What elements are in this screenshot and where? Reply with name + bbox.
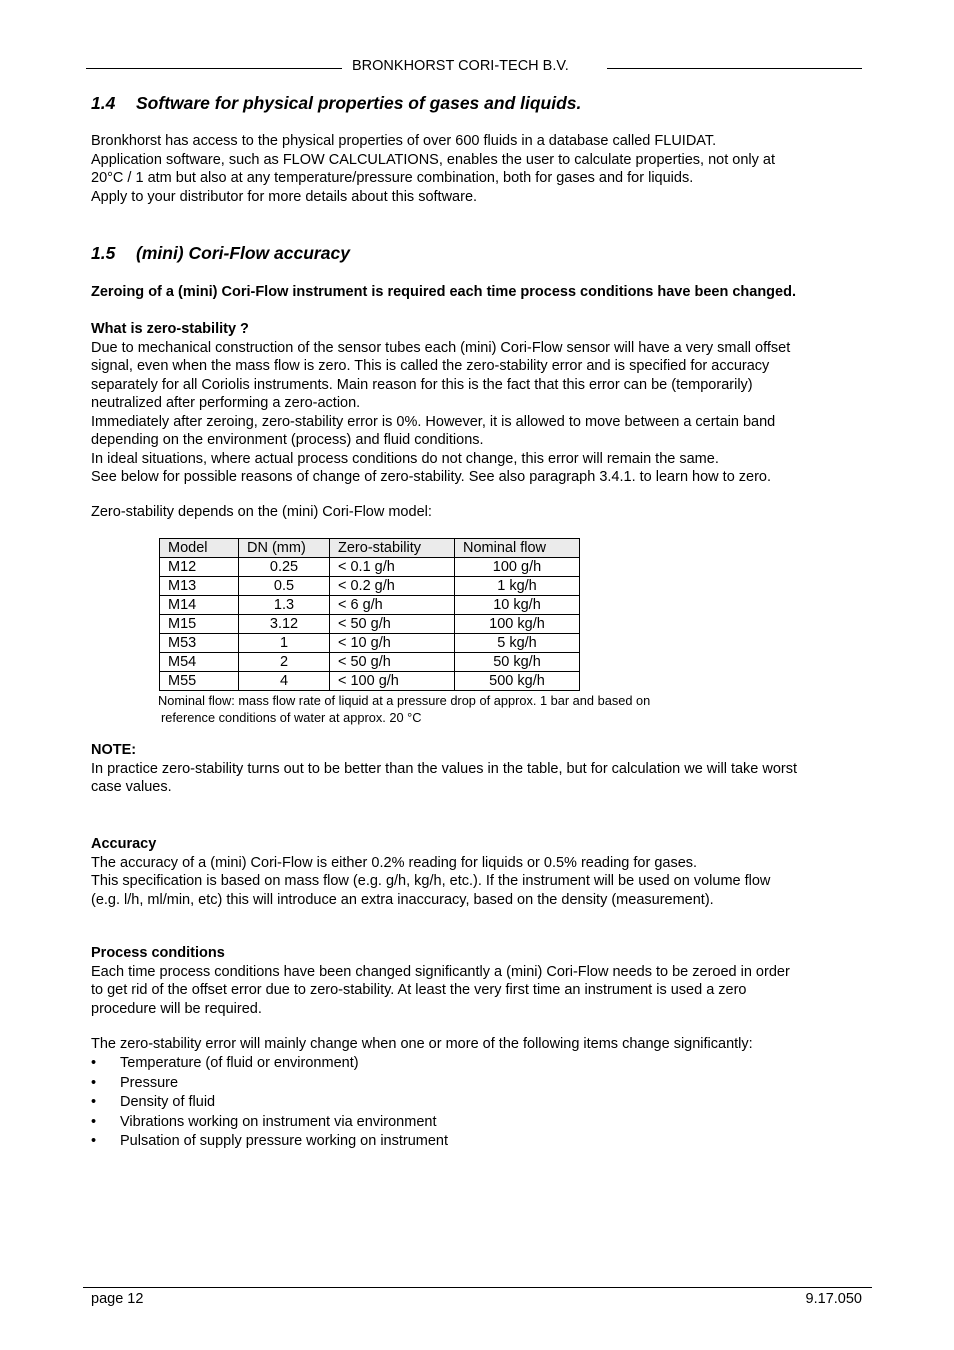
- list-item: • Temperature (of fluid or environment): [91, 1054, 881, 1074]
- table-cell: 10 kg/h: [455, 596, 580, 615]
- header-rule-left: [86, 68, 342, 69]
- table-header-row: [160, 539, 580, 558]
- table-cell: M54: [160, 653, 239, 672]
- process-conditions-heading: Process conditions: [91, 945, 225, 961]
- section-number: 1.4: [91, 93, 116, 113]
- table-cell: 100 kg/h: [455, 615, 580, 634]
- section-number: 1.5: [91, 243, 116, 263]
- paragraph-line: (e.g. l/h, ml/min, etc) this will introduce an extra inaccuracy, based on the density (measurement).: [91, 891, 714, 908]
- section-1-4-body: [91, 132, 881, 206]
- paragraph-line: signal, even when the mass flow is zero. This is called the zero-stability error and is specified for accuracy: [91, 358, 770, 374]
- paragraph-line: separately for all Coriolis instruments. Main reason for this is the fact that this error can be (temporarily): [91, 376, 753, 393]
- accuracy-heading: Accuracy: [91, 836, 157, 852]
- table-row: [160, 558, 580, 577]
- header-rule-right: [607, 68, 862, 69]
- zero-stability-heading: What is zero-stability ?: [91, 321, 249, 337]
- table-cell: 3.12: [239, 615, 330, 634]
- paragraph-line: 20°C / 1 atm but also at any temperature/pressure combination, both for gases and for liquids.: [91, 170, 694, 186]
- table-row: [160, 615, 580, 634]
- table-cell: M13: [160, 577, 239, 596]
- section-title: (mini) Cori-Flow accuracy: [136, 243, 350, 263]
- zeroing-notice: Zeroing of a (mini) Cori-Flow instrument is required each time process conditions have been changed.: [91, 284, 796, 300]
- change-items-intro: The zero-stability error will mainly change when one or more of the following items change significantly:: [91, 1036, 753, 1052]
- table-row: [160, 577, 580, 596]
- table-cell: < 50 g/h: [330, 653, 455, 672]
- table-cell: < 0.2 g/h: [330, 577, 455, 596]
- paragraph-line: procedure will be required.: [91, 1000, 262, 1017]
- note-block: [91, 741, 881, 797]
- table-row: [160, 596, 580, 615]
- table-row: [160, 653, 580, 672]
- paragraph-line: neutralized after performing a zero-action.: [91, 395, 361, 411]
- table-cell: M55: [160, 672, 239, 691]
- list-item: • Density of fluid: [91, 1093, 881, 1113]
- list-item: • Pulsation of supply pressure working on instrument: [91, 1132, 881, 1152]
- list-item: • Pressure: [91, 1074, 881, 1094]
- process-conditions-block: [91, 944, 881, 1018]
- table-row: [160, 672, 580, 691]
- table-header-cell: Model: [160, 539, 239, 558]
- change-items-list: [91, 1054, 881, 1152]
- table-cell: < 6 g/h: [330, 596, 455, 615]
- zero-stability-block: [91, 320, 881, 487]
- table-cell: < 100 g/h: [330, 672, 455, 691]
- table-cell: M12: [160, 558, 239, 577]
- note-heading: NOTE:: [91, 742, 137, 758]
- paragraph-line: Immediately after zeroing, zero-stability error is 0%. However, it is allowed to move between a certain band: [91, 413, 776, 430]
- table-header-cell: Zero-stability: [330, 539, 455, 558]
- table-cell: 1: [239, 634, 330, 653]
- paragraph-line: In ideal situations, where actual process conditions do not change, this error will remain the same.: [91, 450, 719, 467]
- list-item: • Vibrations working on instrument via environment: [91, 1113, 881, 1133]
- table-footnote: [158, 692, 758, 726]
- paragraph-line: Each time process conditions have been changed significantly a (mini) Cori-Flow needs to be zeroed in order: [91, 963, 790, 980]
- footer-rule: [83, 1287, 872, 1288]
- section-1-5-title: [91, 242, 881, 264]
- table-cell: 1.3: [239, 596, 330, 615]
- paragraph-line: Bronkhorst has access to the physical properties of over 600 fluids in a database called FLUIDAT.: [91, 133, 717, 149]
- zero-stability-table: [159, 538, 580, 691]
- table-cell: 0.25: [239, 558, 330, 577]
- table-cell: 0.5: [239, 577, 330, 596]
- table-cell: 5 kg/h: [455, 634, 580, 653]
- depends-line: Zero-stability depends on the (mini) Cori-Flow model:: [91, 504, 432, 520]
- table-header-cell: DN (mm): [239, 539, 330, 558]
- paragraph-line: See below for possible reasons of change of zero-stability. See also paragraph 3.4.1. to learn how to zero.: [91, 469, 772, 485]
- table-cell: 50 kg/h: [455, 653, 580, 672]
- table-cell: 500 kg/h: [455, 672, 580, 691]
- table-cell: 2: [239, 653, 330, 672]
- paragraph-line: This specification is based on mass flow (e.g. g/h, kg/h, etc.). If the instrument will be used on volume flow: [91, 873, 771, 889]
- table-header-cell: Nominal flow: [455, 539, 580, 558]
- table-cell: < 50 g/h: [330, 615, 455, 634]
- footer-document-number: 9.17.050: [805, 1291, 862, 1307]
- header-company: BRONKHORST CORI-TECH B.V.: [352, 58, 569, 74]
- footer-page-number: page 12: [91, 1291, 144, 1307]
- accuracy-block: [91, 835, 881, 909]
- table-cell: 1 kg/h: [455, 577, 580, 596]
- paragraph-line: to get rid of the offset error due to zero-stability. At least the very first time an instrument is used a zero: [91, 982, 747, 998]
- paragraph-line: In practice zero-stability turns out to be better than the values in the table, but for calculation we will take worst: [91, 760, 798, 777]
- table-cell: M14: [160, 596, 239, 615]
- paragraph-line: Apply to your distributor for more details about this software.: [91, 188, 478, 205]
- table-cell: 4: [239, 672, 330, 691]
- table-cell: < 10 g/h: [330, 634, 455, 653]
- paragraph-line: Application software, such as FLOW CALCULATIONS, enables the user to calculate properties, not only at: [91, 151, 775, 168]
- paragraph-line: The accuracy of a (mini) Cori-Flow is either 0.2% reading for liquids or 0.5% reading for gases.: [91, 854, 698, 871]
- footnote-line: reference conditions of water at approx. 20 °C: [161, 710, 422, 725]
- table-row: [160, 634, 580, 653]
- table-cell: 100 g/h: [455, 558, 580, 577]
- section-1-4-title: [91, 92, 881, 114]
- paragraph-line: case values.: [91, 779, 172, 795]
- paragraph-line: depending on the environment (process) and fluid conditions.: [91, 432, 484, 448]
- section-title: Software for physical properties of gases and liquids.: [136, 93, 582, 113]
- table-cell: < 0.1 g/h: [330, 558, 455, 577]
- footnote-line: Nominal flow: mass flow rate of liquid at a pressure drop of approx. 1 bar and based on: [158, 693, 651, 708]
- table-cell: M15: [160, 615, 239, 634]
- table-cell: M53: [160, 634, 239, 653]
- paragraph-line: Due to mechanical construction of the sensor tubes each (mini) Cori-Flow sensor will have a very small offset: [91, 339, 791, 356]
